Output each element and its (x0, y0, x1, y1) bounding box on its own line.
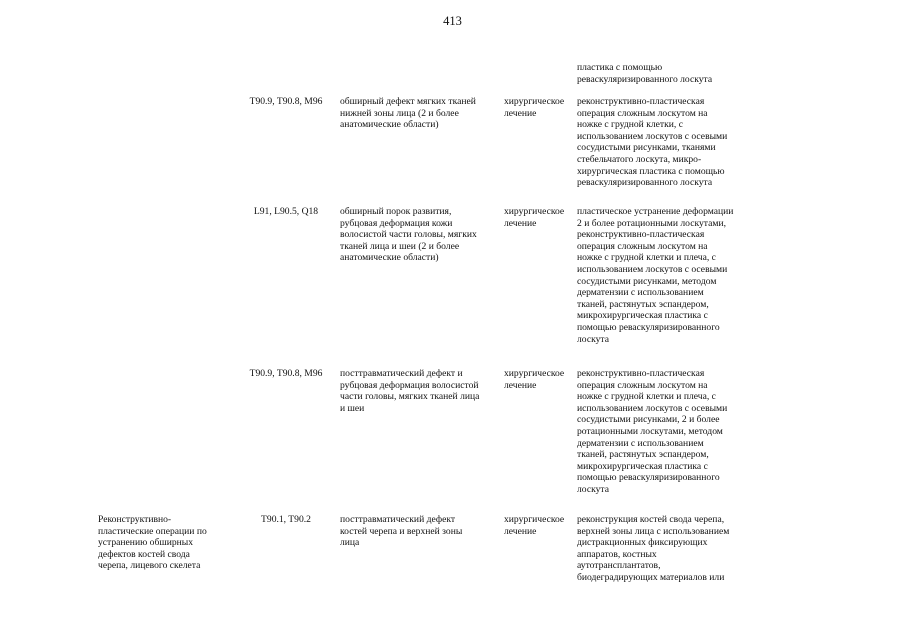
treatment-type-cell (504, 368, 576, 391)
treatment-method-cell-line: реконструктивно-пластическая (577, 368, 705, 379)
treatment-method-cell-line: использованием лоскутов с осевыми (577, 263, 728, 275)
patient-model-cell (340, 206, 500, 264)
treatment-method-cell-line: операция сложным лоскутом на (577, 240, 708, 252)
treatment-type-cell-line: хирургическое (504, 206, 565, 217)
treatment-method-cell-line: сосудистыми рисунками, методом (577, 275, 717, 287)
patient-model-cell-line: нижней зоны лица (2 и более (340, 107, 459, 119)
patient-model-cell-line: посттравматический дефект и (340, 368, 463, 379)
treatment-method-cell (577, 206, 757, 345)
treatment-method-cell-line: аппаратов, костных (577, 548, 657, 560)
diagnosis-codes-cell: T90.9, T90.8, M96 (249, 368, 323, 379)
patient-model-cell (340, 514, 500, 549)
continuation-method-cell-line: реваскуляризированного лоскута (577, 73, 713, 85)
treatment-method-cell-line: ножке с грудной клетки, с (577, 119, 683, 131)
treatment-method-cell-line: реконструкция костей свода черепа, (577, 514, 725, 525)
patient-model-cell (340, 368, 500, 414)
treatment-method-cell-line: пластическое устранение деформации (577, 206, 734, 217)
treatment-method-cell-line: верхней зоны лица с использованием (577, 525, 730, 537)
treatment-type-cell-line: лечение (504, 217, 537, 229)
treatment-method-cell-line: ножке с грудной клетки и плеча, с (577, 391, 716, 403)
patient-model-cell-line: обширный порок развития, (340, 206, 452, 217)
treatment-method-cell-line: микрохирургическая пластика с (577, 460, 708, 472)
treatment-method-cell-line: использованием лоскутов с осевыми (577, 402, 728, 414)
treatment-type-cell-line: лечение (504, 525, 537, 537)
diagnosis-codes-cell: T90.1, T90.2 (261, 514, 311, 525)
continuation-method-cell (577, 62, 757, 85)
treatment-method-cell-line: биодеградирующих материалов или (577, 571, 725, 583)
treatment-type-cell-line: хирургическое (504, 96, 565, 107)
treatment-method-cell-line: тканей, растянутых эспандером, (577, 298, 709, 310)
treatment-method-cell-line: помощью реваскуляризированного (577, 321, 720, 333)
treatment-method-cell-line: использованием лоскутов с осевыми (577, 130, 728, 142)
treatment-method-cell-line: микрохирургическая пластика с (577, 310, 708, 322)
diagnosis-codes-cell: T90.9, T90.8, M96 (249, 96, 323, 107)
treatment-method-cell-line: реваскуляризированного лоскута (577, 177, 713, 189)
section-title-cell-line: Реконструктивно- (98, 514, 172, 525)
section-title-cell-line: пластические операции по (98, 525, 207, 537)
treatment-method-cell-line: помощью реваскуляризированного (577, 472, 720, 484)
patient-model-cell-line: и шеи (340, 402, 365, 414)
treatment-method-cell-line: тканей, растянутых эспандером, (577, 449, 709, 461)
treatment-type-cell-line: хирургическое (504, 368, 565, 379)
patient-model-cell-line: лица (340, 537, 360, 549)
treatment-method-cell-line: операция сложным лоскутом на (577, 379, 708, 391)
treatment-method-cell-line: лоскута (577, 483, 609, 495)
patient-model-cell-line: тканей лица и шеи (2 и более (340, 240, 460, 252)
section-title-cell-line: дефектов костей свода (98, 548, 190, 560)
continuation-method-cell-line: пластика с помощью (577, 62, 663, 73)
treatment-method-cell-line: дерматензии с использованием (577, 437, 704, 449)
section-title-cell-line: черепа, лицевого скелета (98, 560, 201, 572)
treatment-method-cell (577, 368, 757, 496)
treatment-method-cell-line: стебельчатого лоскута, микро- (577, 153, 702, 165)
patient-model-cell-line: части головы, мягких тканей лица (340, 391, 480, 403)
patient-model-cell-line: анатомические области) (340, 119, 439, 131)
treatment-method-cell-line: аутотрансплантатов, (577, 560, 661, 572)
treatment-method-cell (577, 514, 757, 584)
treatment-method-cell-line: хирургическая пластика с помощью (577, 165, 725, 177)
treatment-method-cell-line: сосудистыми рисунками, 2 и более (577, 414, 720, 426)
treatment-method-cell-line: реконструктивно-пластическая (577, 229, 705, 241)
treatment-method-cell-line: дистракционных фиксирующих (577, 537, 708, 549)
treatment-method-cell-line: операция сложным лоскутом на (577, 107, 708, 119)
treatment-method-cell (577, 96, 757, 189)
patient-model-cell (340, 96, 500, 131)
treatment-type-cell-line: лечение (504, 107, 537, 119)
patient-model-cell-line: рубцовая деформация волосистой (340, 379, 479, 391)
patient-model-cell-line: костей черепа и верхней зоны (340, 525, 463, 537)
treatment-type-cell (504, 206, 576, 229)
patient-model-cell-line: анатомические области) (340, 252, 439, 264)
patient-model-cell-line: волосистой части головы, мягких (340, 229, 477, 241)
diagnosis-codes-cell: L91, L90.5, Q18 (253, 206, 319, 217)
treatment-method-cell-line: дерматензии с использованием (577, 287, 704, 299)
section-title-cell (98, 514, 238, 572)
treatment-method-cell-line: ножке с грудной клетки и плеча, с (577, 252, 716, 264)
treatment-method-cell-line: ротационными лоскутами, методом (577, 425, 723, 437)
treatment-type-cell-line: лечение (504, 379, 537, 391)
treatment-method-cell-line: реконструктивно-пластическая (577, 96, 705, 107)
section-title-cell-line: устранению обширных (98, 537, 194, 549)
treatment-type-cell (504, 514, 576, 537)
patient-model-cell-line: рубцовая деформация кожи (340, 217, 453, 229)
patient-model-cell-line: посттравматический дефект (340, 514, 456, 525)
treatment-type-cell (504, 96, 576, 119)
treatment-type-cell-line: хирургическое (504, 514, 565, 525)
patient-model-cell-line: обширный дефект мягких тканей (340, 96, 476, 107)
treatment-method-cell-line: лоскута (577, 333, 609, 345)
treatment-method-cell-line: сосудистыми рисунками, тканями (577, 142, 716, 154)
page-number: 413 (443, 14, 462, 28)
treatment-method-cell-line: 2 и более ротационными лоскутами, (577, 217, 726, 229)
